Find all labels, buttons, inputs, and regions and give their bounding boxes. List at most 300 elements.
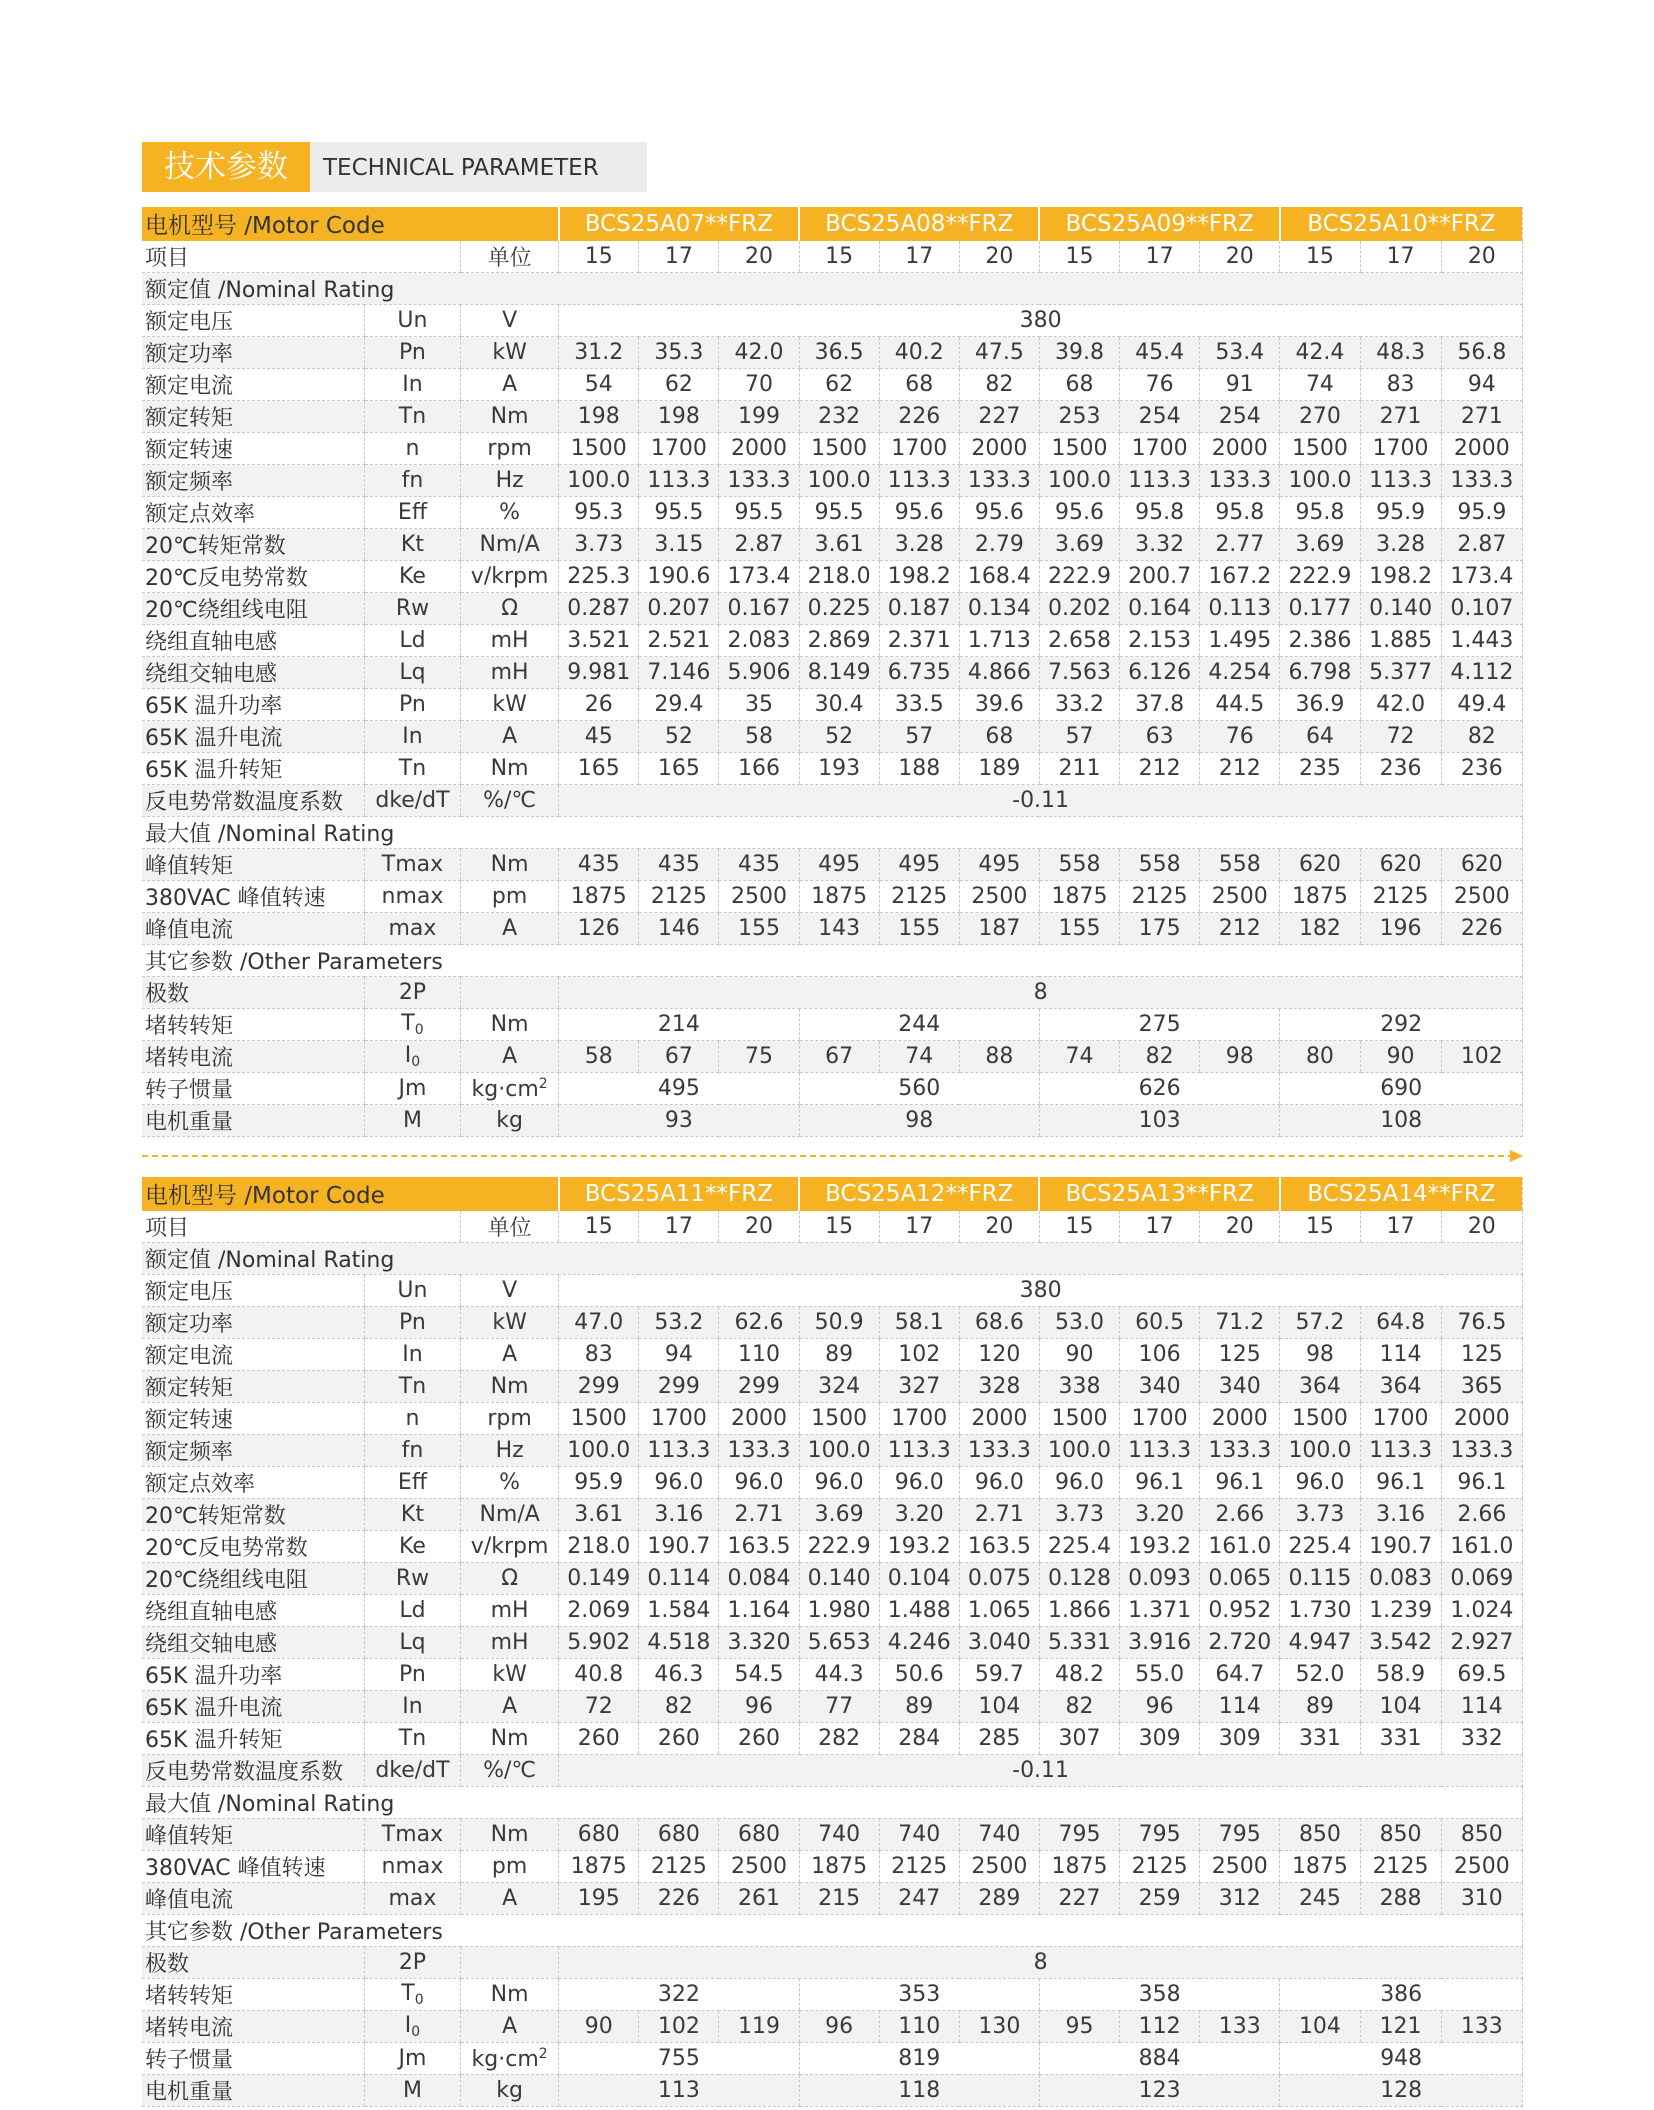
param-value: 47.0 [559, 1307, 639, 1339]
param-name: 额定电压 [142, 305, 364, 337]
param-value: 133.3 [719, 465, 799, 497]
param-unit [461, 2043, 559, 2075]
param-value: 620 [1441, 849, 1522, 881]
param-value: 1.866 [1039, 1595, 1119, 1627]
param-name: 20℃反电势常数 [142, 561, 364, 593]
param-value: 212 [1120, 753, 1200, 785]
param-value: 113.3 [639, 465, 719, 497]
param-row [142, 561, 1523, 593]
param-value: 89 [799, 1339, 879, 1371]
max-section-row [142, 1787, 1523, 1819]
param-value: 2000 [719, 433, 799, 465]
param-value: 198 [639, 401, 719, 433]
param-value: 2.069 [559, 1595, 639, 1627]
param-value: 113.3 [1360, 1435, 1441, 1467]
param-value-group: 93 [559, 1105, 799, 1137]
param-value: 2125 [1360, 1851, 1441, 1883]
param-value: 182 [1280, 913, 1360, 945]
param-value: 113.3 [1120, 465, 1200, 497]
param-symbol: M [364, 1105, 460, 1137]
param-value-group: 386 [1280, 1979, 1523, 2011]
param-value: 54.5 [719, 1659, 799, 1691]
param-value-group: 123 [1039, 2075, 1279, 2107]
param-value: 680 [639, 1819, 719, 1851]
param-value: 3.542 [1360, 1627, 1441, 1659]
param-unit: A [461, 1691, 559, 1723]
param-value: 2125 [639, 881, 719, 913]
param-row [142, 1467, 1523, 1499]
param-name: 65K 温升功率 [142, 1659, 364, 1691]
param-value: 247 [879, 1883, 959, 1915]
param-value: 2500 [1200, 881, 1280, 913]
param-value: 3.69 [1280, 529, 1360, 561]
param-symbol: n [364, 433, 460, 465]
param-value: 215 [799, 1883, 879, 1915]
symbol-subscript: 0 [411, 2024, 421, 2040]
param-value: 110 [719, 1339, 799, 1371]
param-row [142, 1041, 1523, 1073]
param-value: 0.149 [559, 1563, 639, 1595]
param-value: 95 [1039, 2011, 1119, 2043]
param-value: 96.0 [879, 1467, 959, 1499]
param-value: 495 [879, 849, 959, 881]
param-unit: Nm [461, 1819, 559, 1851]
param-value: 62.6 [719, 1307, 799, 1339]
param-value: 96.0 [1039, 1467, 1119, 1499]
other-section-row [142, 945, 1523, 977]
param-value-group: 353 [799, 1979, 1039, 2011]
param-value: 1500 [799, 433, 879, 465]
symbol-subscript: 0 [414, 1022, 424, 1038]
param-value: 3.040 [959, 1627, 1039, 1659]
param-row [142, 305, 1523, 337]
param-value: 1.584 [639, 1595, 719, 1627]
param-value: 125 [1441, 1339, 1522, 1371]
param-value: 133.3 [1200, 1435, 1280, 1467]
param-value: 133 [1441, 2011, 1522, 2043]
param-value: 1.488 [879, 1595, 959, 1627]
param-value: 1700 [1120, 433, 1200, 465]
param-value: 270 [1280, 401, 1360, 433]
param-value: 0.164 [1120, 593, 1200, 625]
param-value: 226 [879, 401, 959, 433]
param-row [142, 1275, 1523, 1307]
param-unit: %/℃ [461, 1755, 559, 1787]
param-name: 20℃转矩常数 [142, 1499, 364, 1531]
param-value: 82 [959, 369, 1039, 401]
param-name: 额定频率 [142, 1435, 364, 1467]
param-value: 60.5 [1120, 1307, 1200, 1339]
item-header-row [142, 241, 1523, 273]
param-symbol: max [364, 1883, 460, 1915]
param-name: 20℃绕组线电阻 [142, 1563, 364, 1595]
section-header [142, 142, 647, 192]
param-value: 68 [879, 369, 959, 401]
param-value: 50.6 [879, 1659, 959, 1691]
param-unit: pm [461, 1851, 559, 1883]
param-value: 620 [1360, 849, 1441, 881]
param-name: 额定频率 [142, 465, 364, 497]
param-value: 190.6 [639, 561, 719, 593]
param-value: 2.386 [1280, 625, 1360, 657]
param-value: 2000 [1200, 1403, 1280, 1435]
param-value: 1.730 [1280, 1595, 1360, 1627]
param-value: 212 [1200, 753, 1280, 785]
param-value: 113.3 [1120, 1435, 1200, 1467]
param-unit: A [461, 1041, 559, 1073]
param-value: 75 [719, 1041, 799, 1073]
param-value: 4.112 [1441, 657, 1522, 689]
param-value: 62 [639, 369, 719, 401]
param-symbol: Lq [364, 657, 460, 689]
param-value: 795 [1120, 1819, 1200, 1851]
speed-label: 15 [559, 1211, 639, 1243]
param-value-group: 113 [559, 2075, 799, 2107]
model-name: BCS25A09**FRZ [1039, 207, 1279, 241]
other-section-label: 其它参数 /Other Parameters [142, 1915, 1523, 1947]
param-unit: Nm [461, 401, 559, 433]
param-row [142, 1979, 1523, 2011]
param-value: 1700 [1360, 1403, 1441, 1435]
param-unit: mH [461, 1595, 559, 1627]
param-value-group: 292 [1280, 1009, 1523, 1041]
param-symbol: In [364, 1339, 460, 1371]
param-value: 67 [639, 1041, 719, 1073]
other-section-label: 其它参数 /Other Parameters [142, 945, 1523, 977]
param-symbol: Pn [364, 1659, 460, 1691]
nominal-section-label: 额定值 /Nominal Rating [142, 1243, 1523, 1275]
param-name: 极数 [142, 1947, 364, 1979]
param-value-all: -0.11 [559, 785, 1523, 817]
item-label: 项目 [142, 1211, 461, 1243]
param-row [142, 401, 1523, 433]
param-value: 95.6 [879, 497, 959, 529]
param-row [142, 913, 1523, 945]
param-value: 50.9 [799, 1307, 879, 1339]
param-value: 96.1 [1120, 1467, 1200, 1499]
param-value: 289 [959, 1883, 1039, 1915]
param-unit: Hz [461, 1435, 559, 1467]
param-value: 271 [1441, 401, 1522, 433]
param-value: 282 [799, 1723, 879, 1755]
param-value: 193.2 [879, 1531, 959, 1563]
param-value: 0.225 [799, 593, 879, 625]
param-value: 1875 [1280, 881, 1360, 913]
param-value: 1500 [559, 433, 639, 465]
model-name: BCS25A07**FRZ [559, 207, 799, 241]
param-value: 1700 [879, 1403, 959, 1435]
param-value: 198 [559, 401, 639, 433]
param-value: 90 [559, 2011, 639, 2043]
param-value: 42.4 [1280, 337, 1360, 369]
param-value: 232 [799, 401, 879, 433]
param-unit: Nm [461, 1009, 559, 1041]
param-value: 26 [559, 689, 639, 721]
param-unit: kW [461, 1659, 559, 1691]
param-value: 1.065 [959, 1595, 1039, 1627]
param-value: 104 [959, 1691, 1039, 1723]
param-value: 52 [639, 721, 719, 753]
speed-label: 17 [639, 241, 719, 273]
param-name: 额定电压 [142, 1275, 364, 1307]
param-value: 5.906 [719, 657, 799, 689]
param-value: 161.0 [1441, 1531, 1522, 1563]
param-value: 102 [1441, 1041, 1522, 1073]
param-row [142, 529, 1523, 561]
param-value: 4.254 [1200, 657, 1280, 689]
param-value: 133.3 [1441, 1435, 1522, 1467]
param-value: 1.443 [1441, 625, 1522, 657]
param-symbol [364, 1041, 460, 1073]
param-value: 54 [559, 369, 639, 401]
param-name: 堵转转矩 [142, 1979, 364, 2011]
param-value: 100.0 [799, 1435, 879, 1467]
param-value: 96.1 [1360, 1467, 1441, 1499]
param-value: 64.7 [1200, 1659, 1280, 1691]
param-value: 340 [1200, 1371, 1280, 1403]
param-value: 0.187 [879, 593, 959, 625]
param-value: 69.5 [1441, 1659, 1522, 1691]
param-value: 94 [1441, 369, 1522, 401]
param-value: 72 [1360, 721, 1441, 753]
param-row [142, 1009, 1523, 1041]
param-value: 113.3 [879, 1435, 959, 1467]
param-value-group: 322 [559, 1979, 799, 2011]
param-value: 36.5 [799, 337, 879, 369]
param-value: 0.287 [559, 593, 639, 625]
param-name: 电机重量 [142, 2075, 364, 2107]
param-symbol: Ke [364, 1531, 460, 1563]
param-symbol: Tn [364, 753, 460, 785]
param-name: 反电势常数温度系数 [142, 1755, 364, 1787]
param-value: 740 [879, 1819, 959, 1851]
param-value: 2500 [1441, 881, 1522, 913]
param-value: 2.869 [799, 625, 879, 657]
param-value: 88 [959, 1041, 1039, 1073]
param-value: 161.0 [1200, 1531, 1280, 1563]
param-value: 68.6 [959, 1307, 1039, 1339]
param-value: 98 [1280, 1339, 1360, 1371]
param-value: 285 [959, 1723, 1039, 1755]
param-value: 364 [1360, 1371, 1441, 1403]
param-symbol: In [364, 1691, 460, 1723]
param-value: 72 [559, 1691, 639, 1723]
param-value: 332 [1441, 1723, 1522, 1755]
param-value: 3.32 [1120, 529, 1200, 561]
param-value: 1500 [1280, 433, 1360, 465]
param-value: 100.0 [559, 1435, 639, 1467]
param-value: 2.371 [879, 625, 959, 657]
param-value: 155 [879, 913, 959, 945]
speed-label: 15 [1039, 241, 1119, 273]
param-name: 额定转速 [142, 433, 364, 465]
param-value: 1.239 [1360, 1595, 1441, 1627]
param-name: 峰值电流 [142, 913, 364, 945]
speed-label: 20 [959, 1211, 1039, 1243]
param-value: 271 [1360, 401, 1441, 433]
param-symbol: Pn [364, 689, 460, 721]
param-symbol: Pn [364, 337, 460, 369]
param-value: 2125 [1360, 881, 1441, 913]
param-row [142, 1371, 1523, 1403]
param-value: 95.8 [1200, 497, 1280, 529]
param-value: 98 [1200, 1041, 1280, 1073]
param-value: 96.1 [1441, 1467, 1522, 1499]
param-row [142, 337, 1523, 369]
param-unit: Nm [461, 753, 559, 785]
param-value: 1700 [639, 433, 719, 465]
param-value: 146 [639, 913, 719, 945]
param-unit [461, 1073, 559, 1105]
param-symbol: dke/dT [364, 785, 460, 817]
param-value: 0.107 [1441, 593, 1522, 625]
header-title-cn: 技术参数 [142, 142, 310, 192]
param-value: 5.377 [1360, 657, 1441, 689]
param-name: 峰值转矩 [142, 1819, 364, 1851]
nominal-section-label: 额定值 /Nominal Rating [142, 273, 1523, 305]
param-value: 331 [1360, 1723, 1441, 1755]
param-value: 96 [719, 1691, 799, 1723]
param-name: 额定转速 [142, 1403, 364, 1435]
param-value: 190.7 [639, 1531, 719, 1563]
param-symbol: fn [364, 1435, 460, 1467]
model-name: BCS25A11**FRZ [559, 1177, 799, 1211]
param-value: 0.114 [639, 1563, 719, 1595]
param-value: 0.134 [959, 593, 1039, 625]
param-value: 193 [799, 753, 879, 785]
param-value: 225.4 [1039, 1531, 1119, 1563]
param-value: 5.902 [559, 1627, 639, 1659]
param-value: 125 [1200, 1339, 1280, 1371]
speed-label: 15 [1280, 1211, 1360, 1243]
param-unit: A [461, 913, 559, 945]
param-value: 46.3 [639, 1659, 719, 1691]
param-value: 74 [879, 1041, 959, 1073]
param-value: 2125 [879, 1851, 959, 1883]
param-value: 245 [1280, 1883, 1360, 1915]
param-value: 190.7 [1360, 1531, 1441, 1563]
param-value: 1500 [1039, 1403, 1119, 1435]
param-unit: kW [461, 337, 559, 369]
param-value: 35 [719, 689, 799, 721]
param-value: 4.246 [879, 1627, 959, 1659]
param-name: 额定功率 [142, 1307, 364, 1339]
param-value: 226 [639, 1883, 719, 1915]
item-header-row [142, 1211, 1523, 1243]
param-unit: V [461, 305, 559, 337]
param-unit: v/krpm [461, 561, 559, 593]
param-value: 39.8 [1039, 337, 1119, 369]
param-value: 2125 [879, 881, 959, 913]
param-name: 额定电流 [142, 1339, 364, 1371]
section-divider [142, 1155, 1514, 1157]
param-row [142, 1531, 1523, 1563]
param-value: 288 [1360, 1883, 1441, 1915]
param-value: 76 [1120, 369, 1200, 401]
param-value: 100.0 [1039, 1435, 1119, 1467]
param-value: 2.153 [1120, 625, 1200, 657]
param-value: 96.0 [959, 1467, 1039, 1499]
param-value: 40.8 [559, 1659, 639, 1691]
param-value-all: 8 [559, 977, 1523, 1009]
param-unit: mH [461, 657, 559, 689]
param-value: 340 [1120, 1371, 1200, 1403]
param-value: 2000 [959, 433, 1039, 465]
param-value: 42.0 [719, 337, 799, 369]
param-unit: Hz [461, 465, 559, 497]
param-value: 1700 [1360, 433, 1441, 465]
param-value: 40.2 [879, 337, 959, 369]
param-value: 188 [879, 753, 959, 785]
param-value: 67 [799, 1041, 879, 1073]
param-unit [461, 1947, 559, 1979]
param-unit: % [461, 497, 559, 529]
param-value: 226 [1441, 913, 1522, 945]
param-value: 113.3 [879, 465, 959, 497]
param-value: 2000 [1441, 433, 1522, 465]
param-value: 3.61 [559, 1499, 639, 1531]
param-value: 119 [719, 2011, 799, 2043]
param-unit: mH [461, 625, 559, 657]
param-symbol: Tn [364, 1723, 460, 1755]
param-value-group: 884 [1039, 2043, 1279, 2075]
symbol-base: I [404, 2013, 412, 2038]
param-value-group: 103 [1039, 1105, 1279, 1137]
param-value-group: 358 [1039, 1979, 1279, 2011]
param-value: 254 [1200, 401, 1280, 433]
param-value: 312 [1200, 1883, 1280, 1915]
param-row [142, 1627, 1523, 1659]
param-symbol: In [364, 721, 460, 753]
param-symbol [364, 2011, 460, 2043]
param-value: 6.798 [1280, 657, 1360, 689]
param-value: 218.0 [799, 561, 879, 593]
param-value: 2.66 [1441, 1499, 1522, 1531]
param-symbol: Lq [364, 1627, 460, 1659]
param-value: 63 [1120, 721, 1200, 753]
speed-label: 20 [1441, 1211, 1522, 1243]
param-value: 284 [879, 1723, 959, 1755]
param-value: 29.4 [639, 689, 719, 721]
param-value: 95.5 [799, 497, 879, 529]
param-value: 225.3 [559, 561, 639, 593]
param-value: 82 [1441, 721, 1522, 753]
param-value-all: -0.11 [559, 1755, 1523, 1787]
param-value: 30.4 [799, 689, 879, 721]
param-row [142, 1435, 1523, 1467]
param-unit [461, 977, 559, 1009]
param-value-group: 275 [1039, 1009, 1279, 1041]
param-value: 96.0 [719, 1467, 799, 1499]
param-name: 380VAC 峰值转速 [142, 881, 364, 913]
param-symbol: fn [364, 465, 460, 497]
param-value: 3.28 [1360, 529, 1441, 561]
param-unit: rpm [461, 433, 559, 465]
param-symbol: Un [364, 1275, 460, 1307]
param-name: 20℃转矩常数 [142, 529, 364, 561]
param-value: 64.8 [1360, 1307, 1441, 1339]
param-value: 2.77 [1200, 529, 1280, 561]
param-value: 3.20 [1120, 1499, 1200, 1531]
param-value: 850 [1280, 1819, 1360, 1851]
param-value: 83 [559, 1339, 639, 1371]
param-value: 3.15 [639, 529, 719, 561]
param-value: 155 [1039, 913, 1119, 945]
symbol-subscript: 0 [411, 1054, 421, 1070]
param-symbol: Eff [364, 1467, 460, 1499]
param-row [142, 1595, 1523, 1627]
param-value: 2.521 [639, 625, 719, 657]
